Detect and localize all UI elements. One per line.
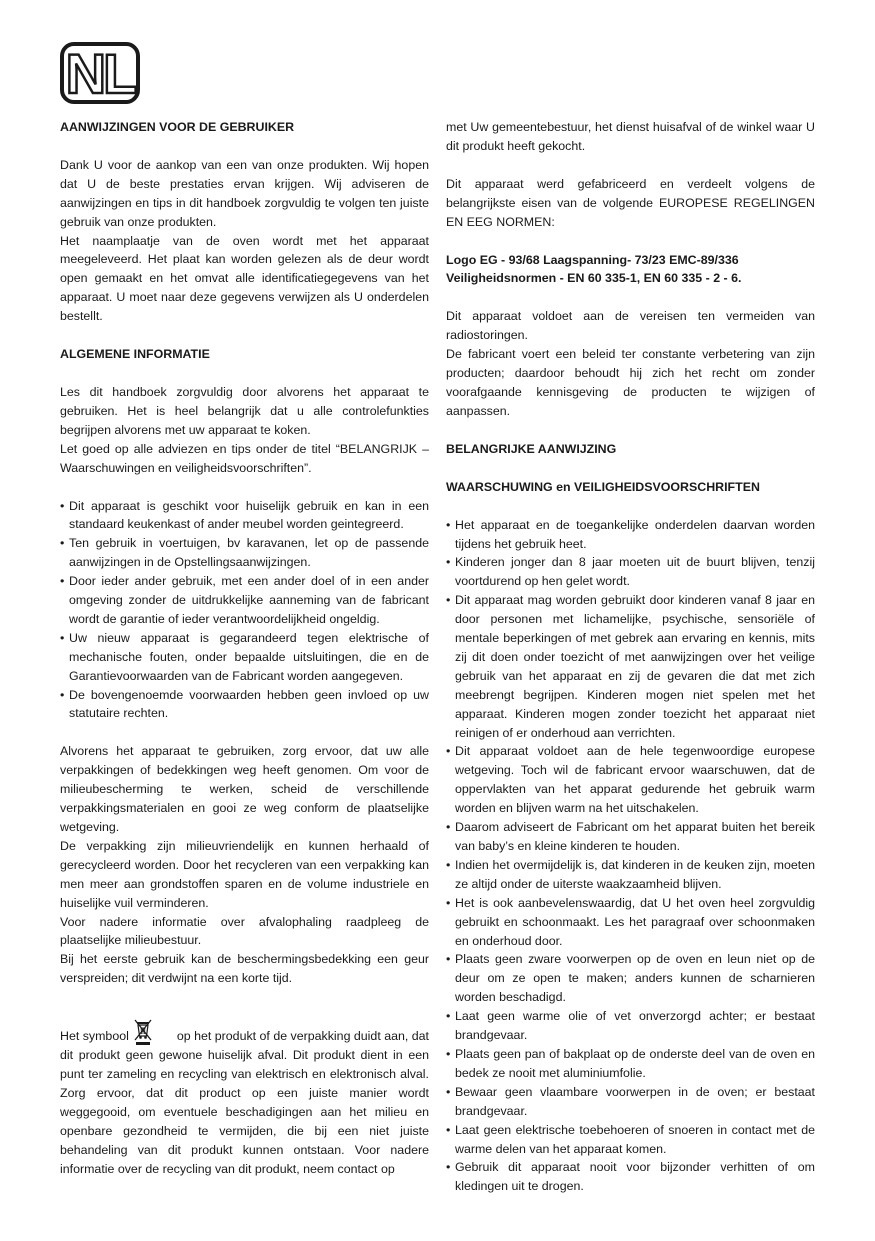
radio-interference-paragraph: Dit apparaat voldoet aan de vereisen ten vermeiden van radiostoringen. xyxy=(446,309,815,343)
list-item: • Het is ook aanbevelenswaardig, dat U het oven heel zorgvuldig gebruikt en schoonmaakt. Les het paragraaf over schoonmaken en onderhoud door. xyxy=(446,894,815,951)
list-item: • Indien het overmijdelijk is, dat kinderen in de keuken zijn, moeten ze altijd onder de uiterste waakzaamheid blijven. xyxy=(446,856,815,894)
weee-text-before: Het symbool xyxy=(60,1029,129,1044)
language-code: NL xyxy=(65,42,135,105)
read-manual-paragraph: Les dit handboek zorgvuldig door alvorens het apparaat te gebruiken. Het is heel belangrijk dat u alle controlefunkties begrijpen alvorens met uw apparaat te koken. xyxy=(60,384,429,437)
contact-paragraph: met Uw gemeentebestuur, het dienst huisafval of de winkel waar U dit produkt heeft gekocht. xyxy=(446,120,815,153)
regulations-paragraph: Dit apparaat werd gefabriceerd en verdeelt volgens de belangrijkste eisen van de volgende EUROPESE REGELINGEN EN EEG NORMEN: xyxy=(446,176,815,229)
list-item: • Dit apparaat voldoet aan de hele tegenwoordige europese wetgeving. Toch wil de fabricant ervoor waarschuwen, dat de oppervlakten van het apparat gedurende het gebruik warm worden en blijven warm na het uitschakelen. xyxy=(446,742,815,818)
list-item: • Ten gebruik in voertuigen, bv karavanen, let op de passende aanwijzingen in de Opstellingsaanwijzingen. xyxy=(60,534,429,572)
list-item: • Gebruik dit apparaat nooit voor bijzonder verhitten of om kledingen uit te drogen. xyxy=(446,1158,815,1196)
list-item: • Laat geen warme olie of vet onverzorgd achter; er bestaat brandgevaar. xyxy=(446,1007,815,1045)
list-item: • Laat geen elektrische toebehoeren of snoeren in contact met de warme delen van het apparaat komen. xyxy=(446,1121,815,1159)
intro-paragraph: Dank U voor de aankop van een van onze produkten. Wij hopen dat U de beste prestaties ervan krijgen. Wij adviseren de aanwijzingen en tips in dit handboek zorgvuldig te volgen ten juiste gebruik van onze produkten. xyxy=(60,157,429,229)
list-item: • Dit apparaat mag worden gebruikt door kinderen vanaf 8 jaar en door personen met lichamelijke, psychische, sensoriële of mentale beperkingen of met gebrek aan ervaring en kennis, mits zij dit doen onder toezicht of met aanwijzingen over het veilige gebruik van het apparaat en zij de gevaren die dat met zich meebrengt begrijpen. Kinderen mogen niet spelen met het apparaat. Kinderen mogen zonder toezicht het apparaat niet reinigen of er onderhoud aan verrichten. xyxy=(446,591,815,742)
list-item: • Daarom adviseert de Fabricant om het apparat buiten het bereik van baby’s en kleine kinderen te houden. xyxy=(446,818,815,856)
weee-text-after: op het produkt of de verpakking duidt aan, dat xyxy=(176,1029,429,1044)
list-item: • Bewaar geen vlaambare voorwerpen in de oven; er bestaat brandgevaar. xyxy=(446,1083,815,1121)
norms-block xyxy=(446,251,815,289)
right-column xyxy=(446,118,815,1196)
list-item: • Het apparaat en de toegankelijke onderdelen daarvan worden tijdens het gebruik heet. xyxy=(446,516,815,554)
nameplate-paragraph: Het naamplaatje van de oven wordt met het apparaat meegeleveerd. Het plaat kan worden gelezen als de deur wordt open gemaakt en het omvat alle identificatiegegevens van het apparaat. U moet naar deze gegevens verwijzen als U onderdelen bestellt. xyxy=(60,233,429,324)
heading-safety-warnings: WAARSCHUWING en VEILIGHEIDSVOORSCHRIFTEN xyxy=(446,479,760,494)
list-item: • Plaats geen pan of bakplaat op de onderste deel van de oven en bedek ze nooit met aluminiumfolie. xyxy=(446,1045,815,1083)
improvement-policy-paragraph: De fabricant voert een beleid ter constante verbetering van zijn producten; daardoor behoudt hij zich het recht om zonder voorafgaande kennisgeving de producten te wijzigen of aanpassen. xyxy=(446,347,815,418)
recycling-paragraph: De verpakking zijn milieuvriendelijk en kunnen herhaald of gerecycleerd worden. Door het recycleren van een verpakking kan men meer aan grondstoffen sparen en de volume industriele en huiselijke vuil verminderen. xyxy=(60,838,429,910)
list-item: • De bovengenoemde voorwaarden hebben geen invloed op uw statutaire rechten. xyxy=(60,686,429,724)
heading-user-instructions: AANWIJZINGEN VOOR DE GEBRUIKER xyxy=(60,120,295,134)
norm-line: Logo EG - 93/68 Laagspanning- 73/23 EMC-89/336 xyxy=(446,252,739,267)
list-item: • Door ieder ander gebruik, met een ander doel of in een ander omgeving zonder de uitdrukkelijke aanneming van de fabricant wordt de garantie of ieder verantwoordelijkheid ongeldig. xyxy=(60,572,429,629)
attention-paragraph: Let goed op alle adviezen en tips onder de titel “BELANGRIJK – Waarschuwingen en veiligheidsvoorschriften”. xyxy=(60,441,429,475)
language-badge xyxy=(60,42,140,104)
weee-paragraph: dit produkt geen gewone huiselijk afval. Dit produkt dient in een punt ter zameling en recycling van elektrisch en elektronisch alval. Zorg ervoor, dat dit product op een juiste manier wordt weggegooid, om eventuele beschadigingen aan het milieu en openbare gezondheid te vermijden, die bij een niet juiste behandeling van dit produkt kunnen ontstaan. Voor nadere informatie over de recycling van dit produkt, neem contact op xyxy=(60,1048,429,1176)
left-column xyxy=(60,118,429,1179)
first-use-paragraph: Bij het eerste gebruik kan de beschermingsbedekking een geur verspreiden; dit verdwijnt na een korte tijd. xyxy=(60,952,429,986)
heading-general-information: ALGEMENE INFORMATIE xyxy=(60,347,210,362)
norm-line: Veiligheidsnormen - EN 60 335-1, EN 60 335 - 2 - 6. xyxy=(446,271,742,286)
list-item: • Kinderen jonger dan 8 jaar moeten uit de buurt blijven, tenzij voortdurend op hen gelet wordt. xyxy=(446,553,815,591)
weee-symbol-line xyxy=(60,1018,429,1046)
packaging-paragraph: Alvorens het apparaat te gebruiken, zorg ervoor, dat uw alle verpakkingen of bedekkingen weg heeft genomen. Om voor de milieubescherming te werken, scheid de verschillende verpakkingsmaterialen en gooi ze weg conform de plaatselijke wetgeving. xyxy=(60,744,429,834)
safety-bullet-list xyxy=(446,516,815,1197)
list-item: • Uw nieuw apparaat is gegarandeerd tegen elektrische of mechanische fouten, onder bepaalde uitsluitingen, die en de Garantievoorwaarden van de Fabricant worden aangegeven. xyxy=(60,629,429,686)
general-bullet-list xyxy=(60,497,429,724)
list-item: • Dit apparaat is geschikt voor huiselijk gebruik en kan in een standaard keukenkast of ander meubel worden geintegreerd. xyxy=(60,497,429,535)
list-item: • Plaats geen zware voorwerpen op de oven en leun niet op de deur om ze open te maken; anders kunnen de scharnieren worden beschadigd. xyxy=(446,950,815,1007)
waste-info-paragraph: Voor nadere informatie over afvalophaling raadpleeg de plaatselijke milieubestuur. xyxy=(60,914,429,948)
crossed-out-wheelie-bin-icon xyxy=(131,1018,155,1046)
heading-important-notice: BELANGRIJKE AANWIJZING xyxy=(446,441,617,456)
